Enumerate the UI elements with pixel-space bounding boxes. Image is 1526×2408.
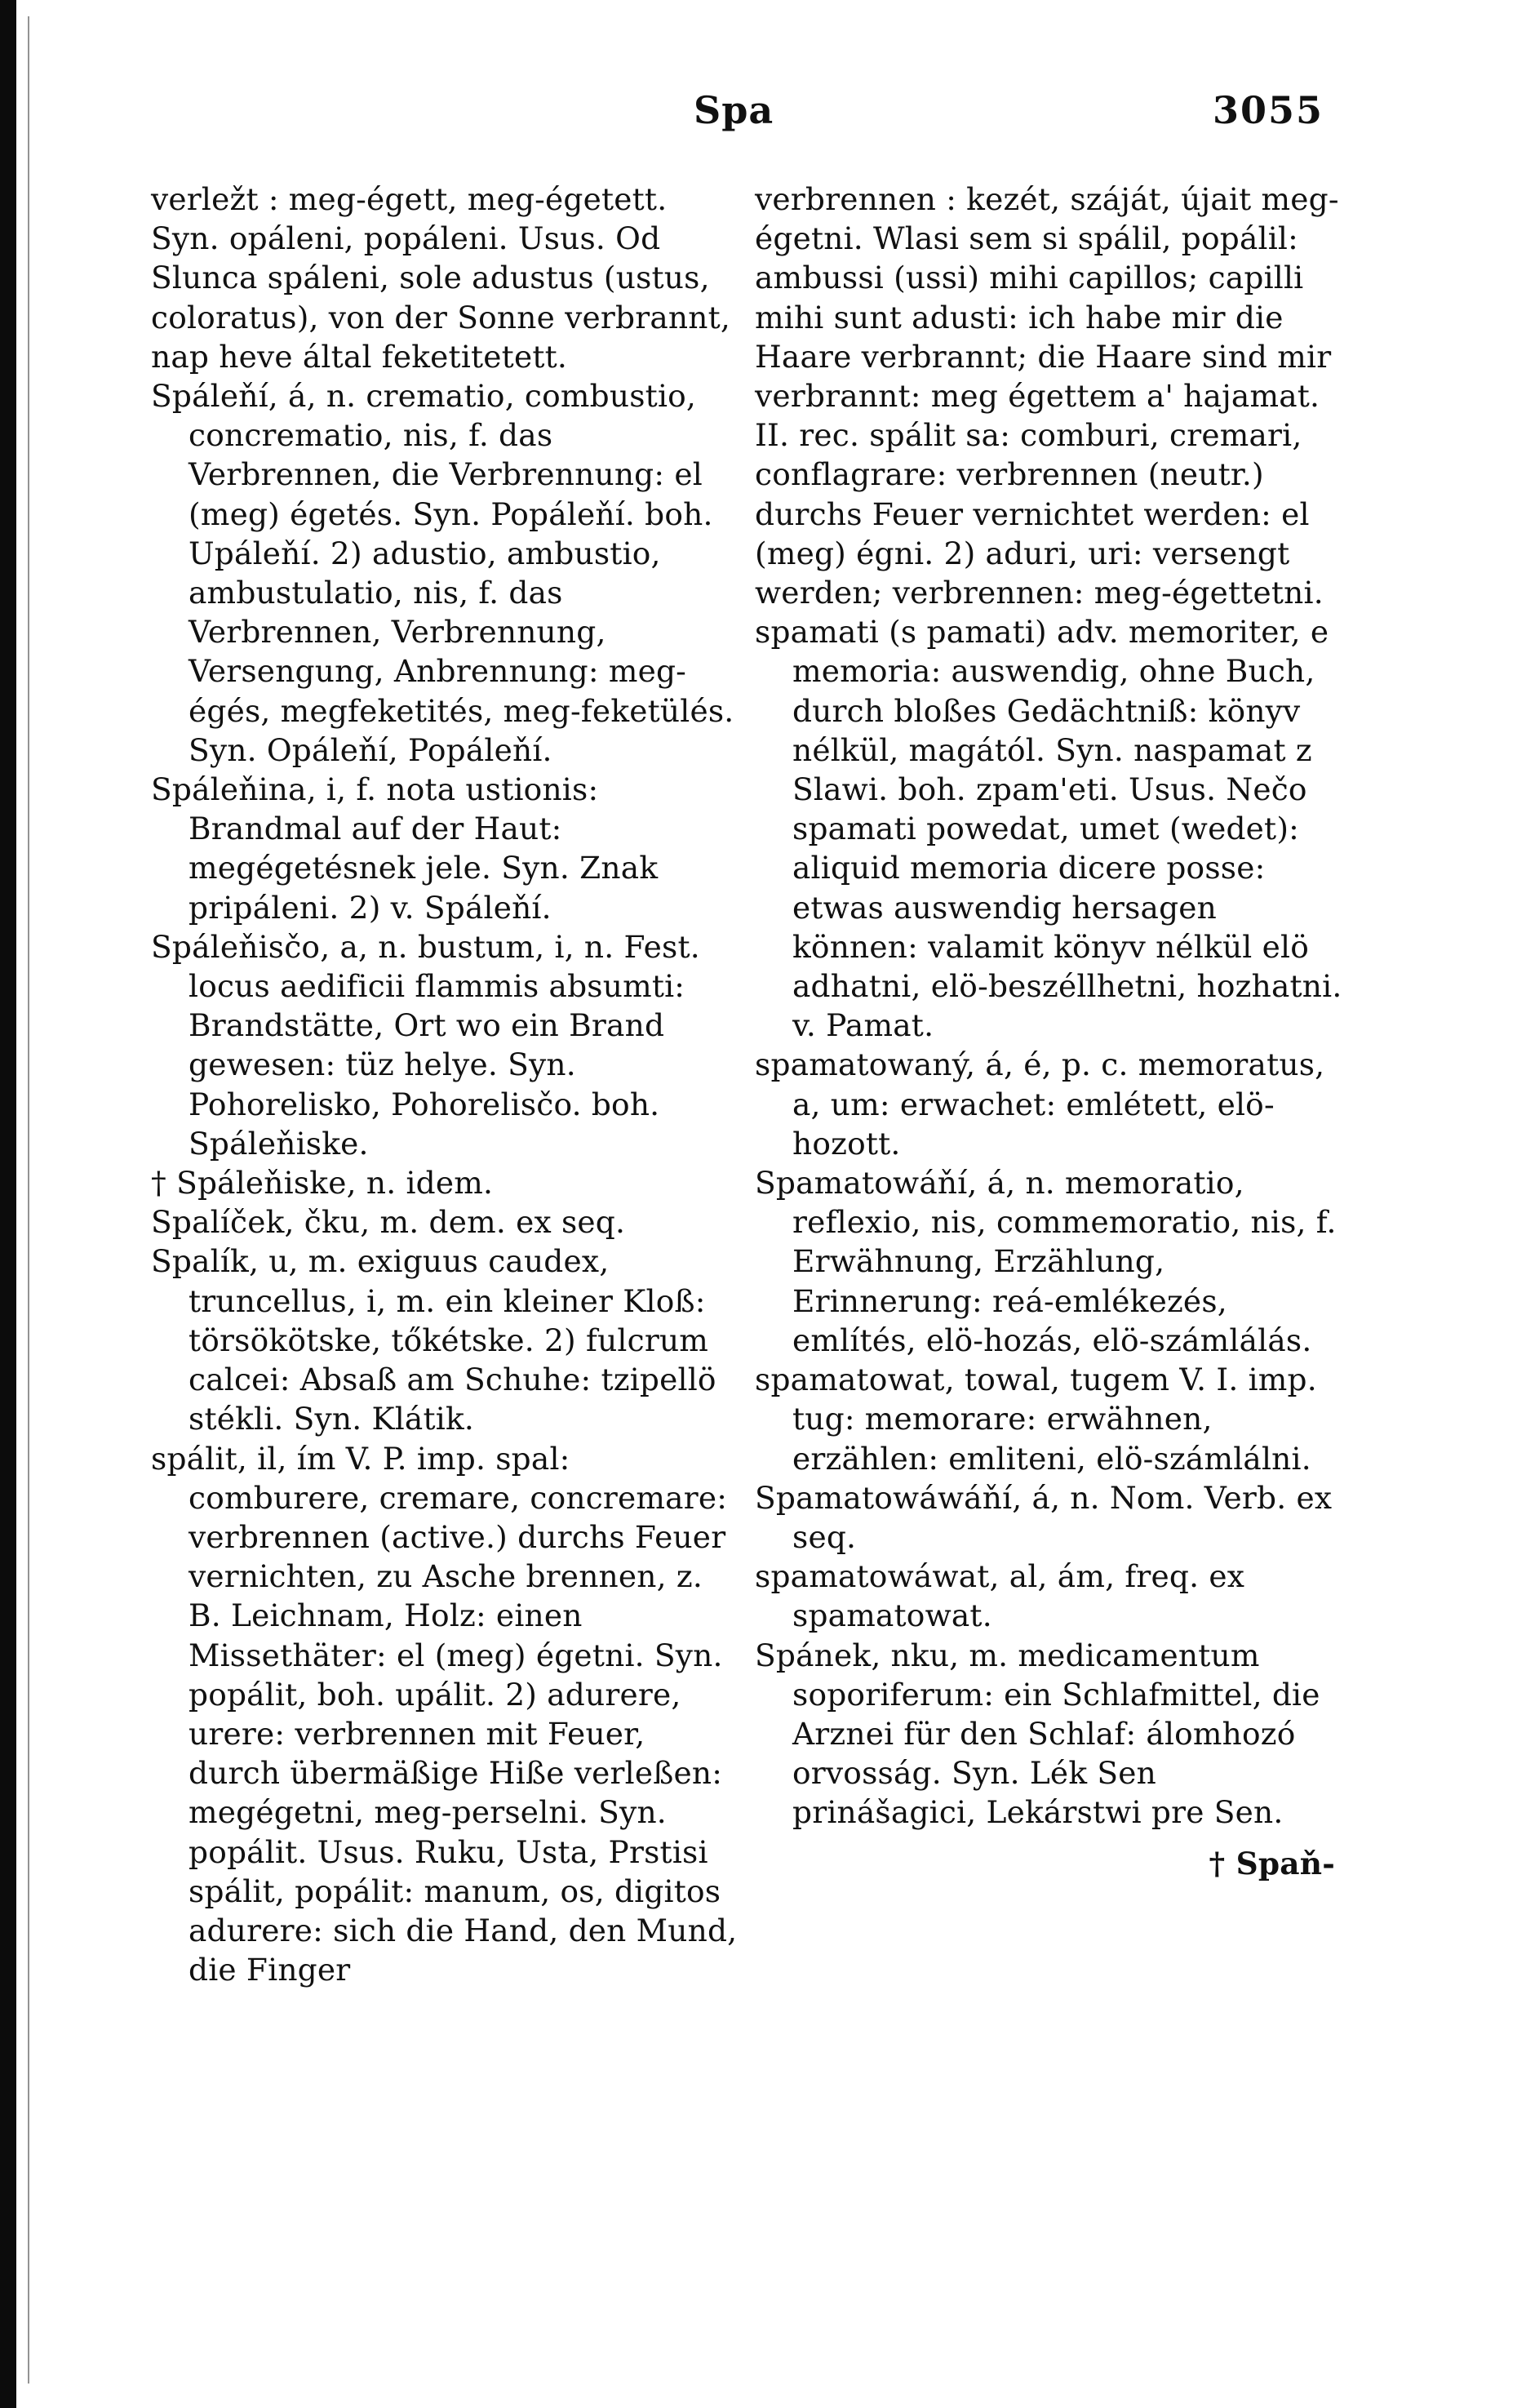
dictionary-entry: † Spáleňiske, n. idem.: [151, 1165, 494, 1202]
dictionary-entry: spamati (s pamati) adv. memoriter, e memoria: auswendig, ohne Buch, durch bloßes Gedächtniß: könyv nélkül, magától. Syn. naspamat z Slawi. boh. zpam'eti. Usus. Nečo spamati powedat, umet (wedet): aliquid memoria dicere posse: etwas auswendig hersagen können: valamit könyv nélkül elö adhatni, elö-beszéllhetni, hozhatni. v. Pamat.: [755, 614, 1342, 1044]
dictionary-entry: Spánek, nku, m. medicamentum soporiferum: ein Schlafmittel, die Arznei für den Schlaf: álomhozó orvosság. Syn. Lék Sen prinášagici, Lekárstwi pre Sen.: [755, 1637, 1320, 1831]
dictionary-entry: Spáleňisčo, a, n. bustum, i, n. Fest. locus aedificii flammis absumti: Brandstätte, Ort wo ein Brand gewesen: tüz helye. Syn. Pohorelisko, Pohorelisčo. boh. Spáleňiske.: [151, 928, 700, 1162]
catchword: † Spaň-: [1209, 1845, 1335, 1882]
entry-continuation: verležt : meg-égett, meg-égetett. Syn. opáleni, popáleni. Usus. Od Slunca spáleni, sole adustus (ustus, coloratus), von der Sonne verbrannt, nap heve által feketitetett.: [151, 181, 731, 375]
page-edge-line: [28, 16, 29, 2384]
dictionary-entry: Spáleňí, á, n. crematio, combustio, concrematio, nis, f. das Verbrennen, die Verbrennung: el (meg) égetés. Syn. Popáleňí. boh. Upáleňí. 2) adustio, ambustio, ambustulatio, nis, f. das Verbrennen, Verbrennung, Versengung, Anbrennung: meg-égés, megfeketités, meg-feketülés. Syn. Opáleňí, Popáleňí.: [151, 378, 734, 768]
page-edge-shadow: [0, 0, 16, 2408]
dictionary-entry: spamatowáwat, al, ám, freq. ex spamatowat.: [755, 1558, 1245, 1634]
entry-continuation: verbrennen : kezét, száját, újait meg-égetni. Wlasi sem si spálil, popálil: ambussi (ussi) mihi capillos; capilli mihi sunt adusti: ich habe mir die Haare verbrannt; die Haare sind mir verbrannt: meg égettem a' hajamat. II. rec. spálit sa: comburi, cremari, conflagrare: verbrennen (neutr.) durchs Feuer vernichtet werden: el (meg) égni. 2) aduri, uri: versengt werden; verbrennen: meg-égettetni.: [755, 181, 1339, 611]
dictionary-entry: spamatowaný, á, é, p. c. memoratus, a, um: erwachet: emlétett, elö-hozott.: [755, 1046, 1325, 1162]
right-column: [755, 180, 1346, 1883]
dictionary-entry: Spalíček, čku, m. dem. ex seq.: [151, 1204, 626, 1241]
dictionary-entry: Spalík, u, m. exiguus caudex, truncellus, i, m. ein kleiner Kloß: törsökötske, tőkétske. 2) fulcrum calcei: Absaß am Schuhe: tzipellö stékli. Syn. Klátik.: [151, 1243, 716, 1437]
page-number: 3055: [1213, 88, 1324, 132]
dictionary-entry: spamatowat, towal, tugem V. I. imp. tug: memorare: erwähnen, erzählen: emliteni, elö-számlálni.: [755, 1362, 1317, 1477]
left-column: [151, 180, 739, 1989]
dictionary-entry: Spamatowáwáňí, á, n. Nom. Verb. ex seq.: [755, 1479, 1333, 1555]
dictionary-entry: Spáleňina, i, f. nota ustionis: Brandmal auf der Haut: megégetésnek jele. Syn. Znak pripáleni. 2) v. Spáleňí.: [151, 771, 659, 926]
dictionary-entry: Spamatowáňí, á, n. memoratio, reflexio, nis, commemoratio, nis, f. Erwähnung, Erzählung, Erinnerung: reá-emlékezés, említés, elö-hozás, elö-számlálás.: [755, 1165, 1337, 1358]
running-head: Spa: [694, 88, 774, 132]
dictionary-entry: spálit, il, ím V. P. imp. spal: comburere, cremare, concremare: verbrennen (active.) durchs Feuer vernichten, zu Asche brennen, z. B. Leichnam, Holz: einen Missethäter: el (meg) égetni. Syn. popálit, boh. upálit. 2) adurere, urere: verbrennen mit Feuer, durch übermäßige Hiße verleßen: megégetni, meg-perselni. Syn. popálit. Usus. Ruku, Usta, Prstisi spálit, popálit: manum, os, digitos adurere: sich die Hand, den Mund, die Finger: [151, 1440, 738, 1988]
